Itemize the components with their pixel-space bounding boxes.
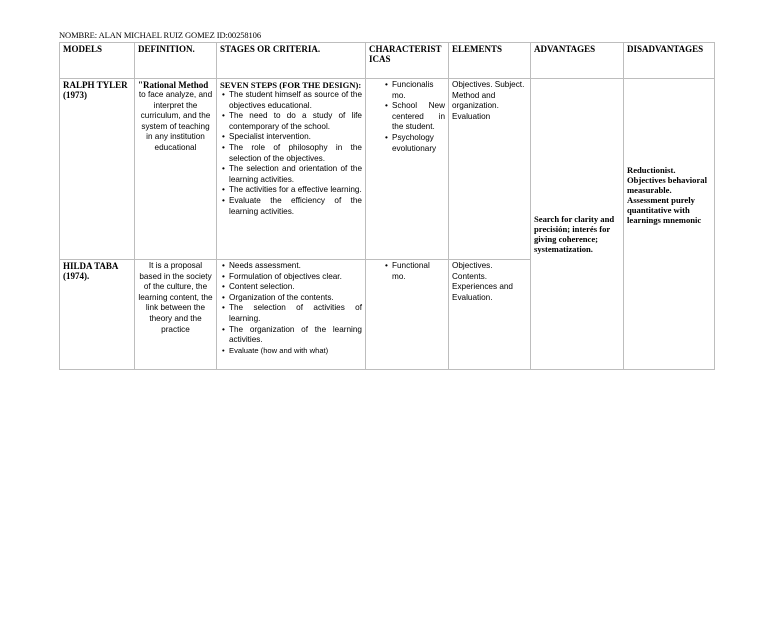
list-item: • School New centered in the student. [383, 101, 445, 133]
list-item: • The selection and orientation of the learning activities. [220, 164, 362, 185]
list-item: • The need to do a study of life contemporary of the school. [220, 111, 362, 132]
disadvantages-cell: Reductionist. Objectives behavioral measurable. Assessment purely quantitative with learnings mnemonic [624, 79, 715, 370]
list-item: • Needs assessment. [220, 261, 362, 272]
list-item: • The role of philosophy in the selection of the objectives. [220, 143, 362, 164]
col-models: MODELS [60, 43, 135, 79]
stages-taba-list [220, 261, 362, 356]
characteristics-taba-list [369, 261, 445, 282]
list-item: • Evaluate (how and with what) [220, 346, 362, 357]
elements-tyler: Objectives. Subject. Method and organization. Evaluation [449, 79, 531, 260]
table-row-tyler [60, 79, 715, 260]
list-item: • Organization of the contents. [220, 293, 362, 304]
list-item: • Specialist intervention. [220, 132, 362, 143]
list-item: • Formulation of objectives clear. [220, 272, 362, 283]
stages-taba [217, 260, 366, 370]
model-taba: HILDA TABA (1974). [60, 260, 135, 370]
stages-tyler-title: SEVEN STEPS (FOR THE DESIGN): [220, 80, 362, 90]
col-stages: STAGES OR CRITERIA. [217, 43, 366, 79]
definition-taba: It is a proposal based in the society of the culture, the learning content, the link between the theory and the practice [135, 260, 217, 370]
list-item: • Evaluate the efficiency of the learning activities. [220, 196, 362, 217]
list-item: • Psychology evolutionary [383, 133, 445, 154]
definition-tyler [135, 79, 217, 260]
model-tyler: RALPH TYLER (1973) [60, 79, 135, 260]
list-item: • The organization of the learning activities. [220, 325, 362, 346]
student-name-header: NOMBRE: ALAN MICHAEL RUIZ GOMEZ ID:00258106 [59, 30, 261, 40]
list-item: • The selection of activities of learning. [220, 303, 362, 324]
list-item: • Content selection. [220, 282, 362, 293]
characteristics-tyler-list [369, 80, 445, 154]
list-item: • The activities for a effective learning. [220, 185, 362, 196]
table-header-row [60, 43, 715, 79]
characteristics-taba [366, 260, 449, 370]
definition-tyler-title: "Rational Method [138, 80, 209, 90]
curriculum-models-table [59, 42, 715, 370]
col-advantages: ADVANTAGES [531, 43, 624, 79]
col-disadvantages: DISADVANTAGES [624, 43, 715, 79]
stages-tyler [217, 79, 366, 260]
col-elements: ELEMENTS [449, 43, 531, 79]
advantages-cell: Search for clarity and precisión; interés for giving coherence; systematization. [531, 79, 624, 370]
elements-taba: Objectives. Contents. Experiences and Evaluation. [449, 260, 531, 370]
characteristics-tyler [366, 79, 449, 260]
list-item: • The student himself as source of the objectives educational. [220, 90, 362, 111]
col-characteristics: CHARACTERISTICAS [366, 43, 449, 79]
list-item: • Functional mo. [383, 261, 445, 282]
definition-tyler-body: to face analyze, and interpret the curriculum, and the system of teaching in any institution educational [138, 90, 213, 152]
stages-tyler-list [220, 90, 362, 217]
col-definition: DEFINITION. [135, 43, 217, 79]
list-item: • Funcionalis mo. [383, 80, 445, 101]
